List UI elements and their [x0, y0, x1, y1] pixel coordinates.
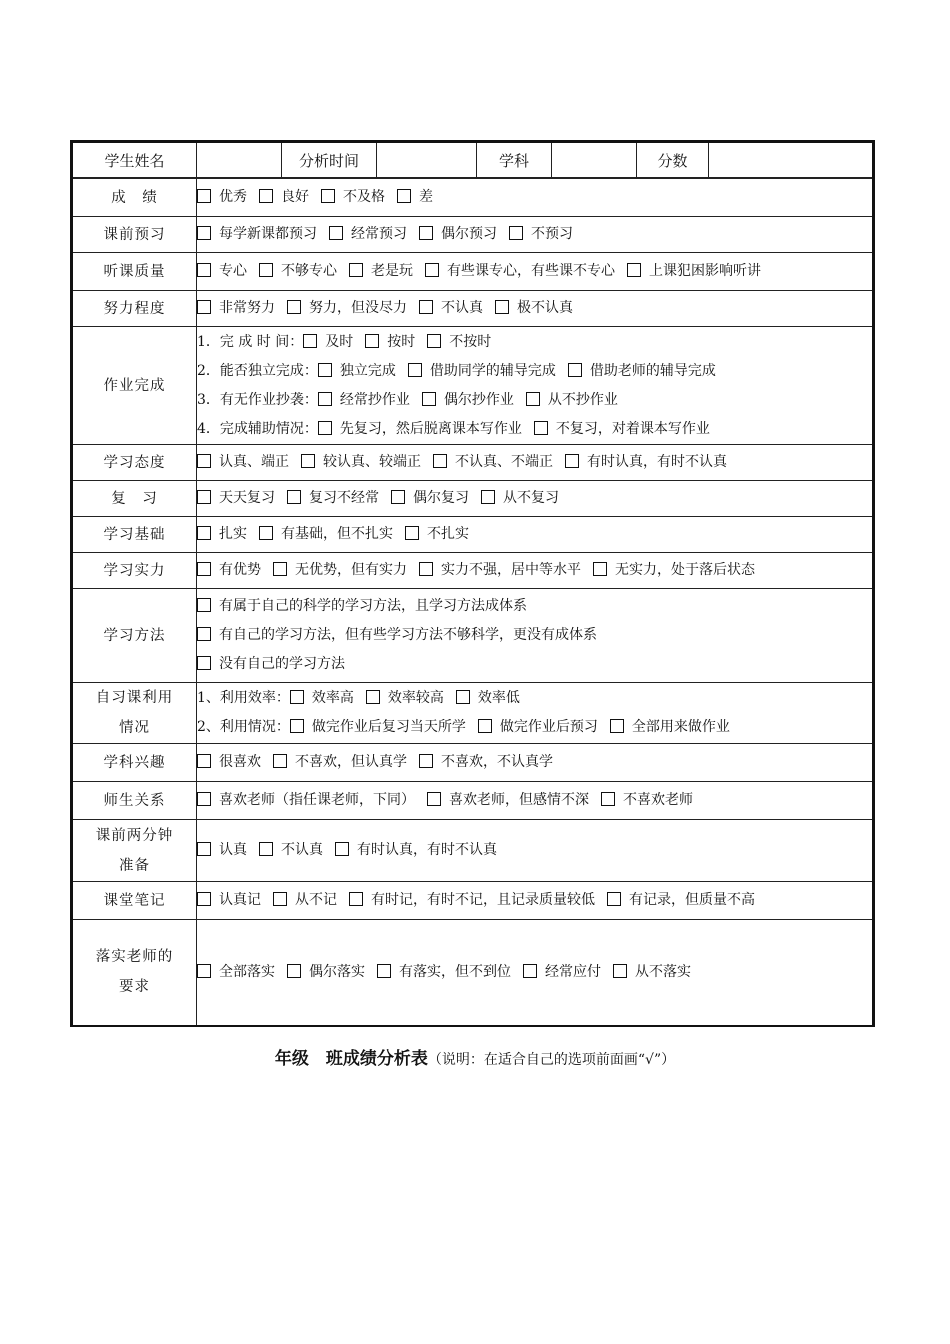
row-options — [197, 445, 874, 481]
option-checkbox[interactable] — [568, 363, 582, 377]
option-checkbox[interactable] — [197, 754, 211, 768]
row-options — [197, 553, 874, 589]
option-checkbox[interactable] — [197, 792, 211, 806]
form-row — [72, 327, 874, 445]
option-text: 经常抄作业 — [339, 391, 410, 408]
row-label: 学科兴趣 — [72, 744, 197, 782]
row-label: 听课质量 — [72, 253, 197, 291]
option-checkbox[interactable] — [259, 842, 273, 856]
option-text: 做完作业后预习 — [499, 719, 598, 735]
option-checkbox[interactable] — [478, 719, 492, 733]
option-checkbox[interactable] — [534, 421, 548, 435]
option-checkbox[interactable] — [481, 490, 495, 504]
option-checkbox[interactable] — [287, 490, 301, 504]
option-checkbox[interactable] — [259, 263, 273, 277]
option-checkbox[interactable] — [419, 300, 433, 314]
option-checkbox[interactable] — [197, 263, 211, 277]
option-checkbox[interactable] — [526, 392, 540, 406]
option-text: 有落实，但不到位 — [399, 963, 511, 980]
option-checkbox[interactable] — [197, 189, 211, 203]
row-label: 自习课利用情况 — [72, 683, 197, 744]
option-checkbox[interactable] — [197, 627, 211, 641]
option-text: 无优势，但有实力 — [295, 562, 407, 578]
option-checkbox[interactable] — [318, 392, 332, 406]
option-text: 不够专心 — [281, 263, 337, 279]
option-checkbox[interactable] — [607, 892, 621, 906]
form-instruction: （说明：在适合自己的选项前面画“√”） — [427, 1052, 676, 1068]
student-name-field[interactable] — [197, 142, 282, 178]
option-checkbox[interactable] — [613, 964, 627, 978]
option-text: 有时记，有时不记，且记录质量较低 — [371, 892, 595, 908]
option-text: 全部用来做作业 — [631, 719, 730, 735]
analysis-time-label: 分析时间 — [282, 142, 377, 178]
option-checkbox[interactable] — [197, 300, 211, 314]
subject-label: 学科 — [477, 142, 552, 178]
option-line — [197, 448, 872, 477]
row-options — [197, 253, 874, 291]
option-text: 很喜欢 — [219, 754, 261, 770]
row-options — [197, 291, 874, 327]
option-line — [197, 650, 872, 679]
option-checkbox[interactable] — [259, 526, 273, 540]
option-text: 有些课专心，有些课不专心 — [447, 263, 615, 279]
option-line — [197, 684, 872, 713]
option-line — [197, 958, 872, 987]
row-options — [197, 683, 874, 744]
form-title: 年级 班成绩分析表 — [274, 1049, 428, 1069]
option-text: 借助老师的辅导完成 — [589, 362, 716, 379]
row-label: 课堂笔记 — [72, 882, 197, 920]
option-text: 不喜欢，不认真学 — [441, 754, 553, 770]
option-text: 有自己的学习方法，但有些学习方法不够科学，更没有成体系 — [219, 627, 597, 643]
option-line — [197, 592, 872, 621]
option-checkbox[interactable] — [197, 562, 211, 576]
option-prefix: 2、利用情况： — [197, 719, 290, 735]
row-label: 课前预习 — [72, 217, 197, 253]
option-checkbox[interactable] — [259, 189, 273, 203]
form-row — [72, 683, 874, 744]
option-text: 效率较高 — [387, 690, 444, 706]
option-checkbox[interactable] — [318, 363, 332, 377]
option-checkbox[interactable] — [349, 892, 363, 906]
option-text: 每学新课都预习 — [219, 226, 317, 242]
option-checkbox[interactable] — [197, 964, 211, 978]
option-checkbox[interactable] — [318, 421, 332, 435]
option-checkbox[interactable] — [349, 263, 363, 277]
option-text: 按时 — [387, 333, 416, 350]
option-checkbox[interactable] — [321, 189, 335, 203]
option-checkbox[interactable] — [303, 334, 317, 348]
option-text: 认真 — [219, 842, 247, 858]
option-text: 不喜欢老师 — [623, 792, 693, 808]
option-text: 及时 — [325, 333, 354, 350]
option-line — [197, 257, 872, 286]
option-text: 从不记 — [295, 892, 337, 908]
option-checkbox[interactable] — [287, 300, 301, 314]
option-prefix: 2．能否独立完成： — [197, 362, 318, 379]
option-text: 实力不强，居中等水平 — [441, 562, 581, 578]
form-row — [72, 553, 874, 589]
option-checkbox[interactable] — [329, 226, 343, 240]
analysis-form — [70, 140, 872, 1027]
options-table — [70, 178, 875, 1027]
option-line — [197, 183, 872, 212]
option-text: 喜欢老师（指任课老师，下同） — [219, 792, 415, 808]
option-line — [197, 556, 872, 585]
option-text: 经常预习 — [351, 226, 407, 242]
form-row — [72, 589, 874, 683]
option-text: 上课犯困影响听讲 — [649, 263, 761, 279]
row-label: 作业完成 — [72, 327, 197, 445]
row-label: 学习实力 — [72, 553, 197, 589]
option-text: 认真、端正 — [219, 454, 289, 470]
option-checkbox[interactable] — [565, 454, 579, 468]
option-checkbox[interactable] — [365, 334, 379, 348]
option-text: 从不落实 — [635, 963, 691, 980]
option-checkbox[interactable] — [197, 842, 211, 856]
row-options — [197, 820, 874, 882]
option-text: 差 — [419, 189, 433, 205]
option-text: 做完作业后复习当天所学 — [311, 719, 466, 735]
option-text: 不扎实 — [427, 526, 469, 542]
option-line — [197, 786, 872, 815]
option-checkbox[interactable] — [287, 964, 301, 978]
option-checkbox[interactable] — [391, 490, 405, 504]
form-row — [72, 920, 874, 1026]
score-label: 分数 — [637, 142, 709, 178]
option-text: 没有自己的学习方法 — [219, 656, 345, 672]
option-checkbox[interactable] — [197, 892, 211, 906]
row-label: 学习基础 — [72, 517, 197, 553]
option-text: 无实力，处于落后状态 — [615, 562, 755, 578]
row-options — [197, 882, 874, 920]
option-text: 先复习，然后脱离课本写作业 — [339, 420, 522, 437]
option-checkbox[interactable] — [593, 562, 607, 576]
option-text: 不复习，对着课本写作业 — [555, 420, 710, 437]
score-field[interactable] — [709, 142, 874, 178]
row-label: 落实老师的要求 — [72, 920, 197, 1026]
form-row — [72, 517, 874, 553]
option-text: 效率高 — [311, 690, 354, 706]
row-label: 课前两分钟准备 — [72, 820, 197, 882]
option-checkbox[interactable] — [419, 562, 433, 576]
row-label: 复 习 — [72, 481, 197, 517]
option-checkbox[interactable] — [197, 490, 211, 504]
option-text: 天天复习 — [219, 490, 275, 506]
option-text: 偶尔落实 — [309, 963, 365, 980]
option-text: 老是玩 — [371, 263, 413, 279]
option-prefix: 1．完 成 时 间： — [197, 333, 304, 350]
option-line — [197, 520, 872, 549]
option-text: 经常应付 — [545, 963, 601, 980]
option-prefix: 1、利用效率： — [197, 690, 290, 706]
option-checkbox[interactable] — [601, 792, 615, 806]
option-text: 从不复习 — [503, 490, 559, 506]
option-text: 专心 — [219, 263, 247, 279]
option-checkbox[interactable] — [495, 300, 509, 314]
option-checkbox[interactable] — [427, 334, 441, 348]
option-text: 优秀 — [219, 189, 247, 205]
option-checkbox[interactable] — [197, 656, 211, 670]
option-line — [197, 328, 872, 357]
row-options — [197, 327, 874, 445]
option-checkbox[interactable] — [509, 226, 523, 240]
option-text: 有时认真，有时不认真 — [357, 842, 497, 858]
option-checkbox[interactable] — [273, 562, 287, 576]
option-text: 有基础，但不扎实 — [281, 526, 393, 542]
form-row — [72, 481, 874, 517]
option-checkbox[interactable] — [290, 690, 304, 704]
form-row — [72, 217, 874, 253]
option-line — [197, 621, 872, 650]
option-text: 偶尔复习 — [413, 490, 469, 506]
option-text: 良好 — [281, 189, 309, 205]
option-text: 非常努力 — [219, 300, 275, 316]
option-text: 喜欢老师，但感情不深 — [449, 792, 589, 808]
option-text: 极不认真 — [517, 300, 573, 316]
option-text: 较认真、较端正 — [323, 454, 421, 470]
option-line — [197, 220, 872, 249]
option-checkbox[interactable] — [366, 690, 380, 704]
option-text: 扎实 — [219, 526, 247, 542]
option-checkbox[interactable] — [456, 690, 470, 704]
form-row — [72, 445, 874, 481]
option-text: 不认真 — [441, 300, 483, 316]
row-label: 学习方法 — [72, 589, 197, 683]
option-checkbox[interactable] — [335, 842, 349, 856]
option-checkbox[interactable] — [273, 754, 287, 768]
row-options — [197, 517, 874, 553]
option-checkbox[interactable] — [419, 754, 433, 768]
row-options — [197, 589, 874, 683]
option-text: 借助同学的辅导完成 — [429, 362, 556, 379]
option-line — [197, 836, 872, 865]
option-line — [197, 294, 872, 323]
row-label: 努力程度 — [72, 291, 197, 327]
form-caption — [0, 1044, 950, 1069]
option-checkbox[interactable] — [197, 598, 211, 612]
option-line — [197, 415, 872, 444]
form-row — [72, 820, 874, 882]
option-text: 复习不经常 — [309, 490, 379, 506]
form-row — [72, 291, 874, 327]
row-options — [197, 179, 874, 217]
option-text: 不按时 — [449, 333, 492, 350]
row-options — [197, 782, 874, 820]
header-table — [70, 140, 875, 178]
option-text: 不及格 — [343, 189, 385, 205]
option-prefix: 3．有无作业抄袭： — [197, 391, 318, 408]
option-checkbox[interactable] — [405, 526, 419, 540]
option-text: 偶尔抄作业 — [443, 391, 514, 408]
option-prefix: 4．完成辅助情况： — [197, 420, 318, 437]
option-checkbox[interactable] — [197, 526, 211, 540]
option-text: 独立完成 — [339, 362, 396, 379]
option-text: 有优势 — [219, 562, 261, 578]
option-text: 有时认真，有时不认真 — [587, 454, 727, 470]
option-checkbox[interactable] — [433, 454, 447, 468]
option-checkbox[interactable] — [610, 719, 624, 733]
option-checkbox[interactable] — [419, 226, 433, 240]
form-row — [72, 744, 874, 782]
option-checkbox[interactable] — [290, 719, 304, 733]
row-label: 学习态度 — [72, 445, 197, 481]
row-options — [197, 481, 874, 517]
option-text: 从不抄作业 — [547, 391, 618, 408]
option-text: 不认真、不端正 — [455, 454, 553, 470]
option-line — [197, 386, 872, 415]
option-text: 有记录，但质量不高 — [629, 892, 755, 908]
form-row — [72, 179, 874, 217]
option-line — [197, 748, 872, 777]
option-text: 不预习 — [531, 226, 573, 242]
subject-field[interactable] — [552, 142, 637, 178]
option-checkbox[interactable] — [397, 189, 411, 203]
option-checkbox[interactable] — [425, 263, 439, 277]
option-checkbox[interactable] — [301, 454, 315, 468]
option-line — [197, 357, 872, 386]
option-checkbox[interactable] — [408, 363, 422, 377]
form-row — [72, 253, 874, 291]
option-line — [197, 713, 872, 742]
option-text: 努力，但没尽力 — [309, 300, 407, 316]
student-name-label: 学生姓名 — [72, 142, 197, 178]
option-checkbox[interactable] — [197, 454, 211, 468]
option-text: 有属于自己的科学的学习方法，且学习方法成体系 — [219, 598, 527, 614]
row-options — [197, 920, 874, 1026]
option-text: 不认真 — [281, 842, 323, 858]
option-checkbox[interactable] — [273, 892, 287, 906]
option-checkbox[interactable] — [422, 392, 436, 406]
row-label: 成 绩 — [72, 179, 197, 217]
option-line — [197, 886, 872, 915]
option-text: 偶尔预习 — [441, 226, 497, 242]
row-label: 师生关系 — [72, 782, 197, 820]
row-options — [197, 744, 874, 782]
option-text: 不喜欢，但认真学 — [295, 754, 407, 770]
option-checkbox[interactable] — [523, 964, 537, 978]
option-text: 全部落实 — [219, 963, 275, 980]
form-row — [72, 782, 874, 820]
row-options — [197, 217, 874, 253]
form-row — [72, 882, 874, 920]
analysis-time-field[interactable] — [377, 142, 477, 178]
option-checkbox[interactable] — [427, 792, 441, 806]
option-line — [197, 484, 872, 513]
option-text: 认真记 — [219, 892, 261, 908]
option-text: 效率低 — [477, 690, 520, 706]
option-checkbox[interactable] — [627, 263, 641, 277]
option-checkbox[interactable] — [377, 964, 391, 978]
option-checkbox[interactable] — [197, 226, 211, 240]
